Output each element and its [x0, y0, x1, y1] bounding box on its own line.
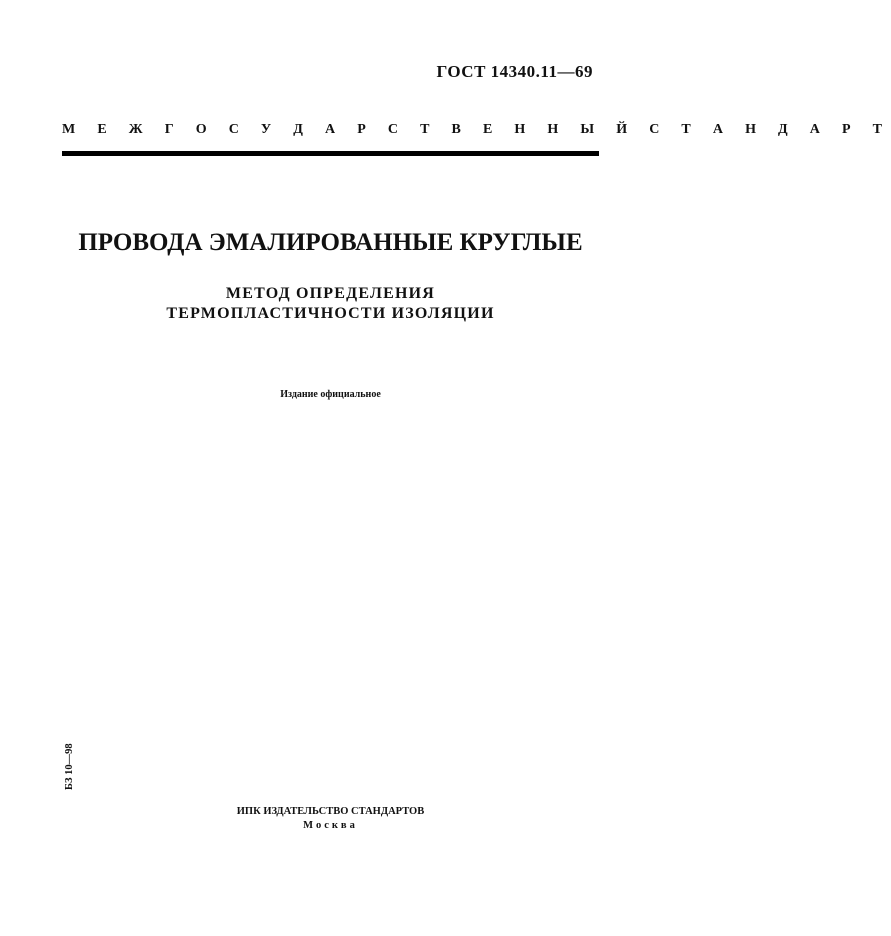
publisher-name: ИПК ИЗДАТЕЛЬСТВО СТАНДАРТОВ — [236, 806, 425, 817]
document-subtitle — [0, 284, 661, 324]
document-title: ПРОВОДА ЭМАЛИРОВАННЫЕ КРУГЛЫЕ — [78, 229, 583, 256]
gost-number: ГОСТ 14340.11—69 — [436, 62, 593, 81]
header-divider — [62, 151, 599, 156]
subtitle-line-1: МЕТОД ОПРЕДЕЛЕНИЯ — [225, 285, 436, 302]
standard-type-text: М Е Ж Г О С У Д А Р С Т В Е Н Н Ы Й С Т А Н Д А Р Т — [62, 122, 891, 137]
standard-type-heading — [62, 122, 891, 138]
side-catalog-code: БЗ 10—98 — [64, 743, 75, 790]
edition-label: Издание официальное — [280, 389, 381, 400]
subtitle-line-2: ТЕРМОПЛАСТИЧНОСТИ ИЗОЛЯЦИИ — [166, 305, 495, 322]
publisher-city: Москва — [303, 820, 358, 831]
